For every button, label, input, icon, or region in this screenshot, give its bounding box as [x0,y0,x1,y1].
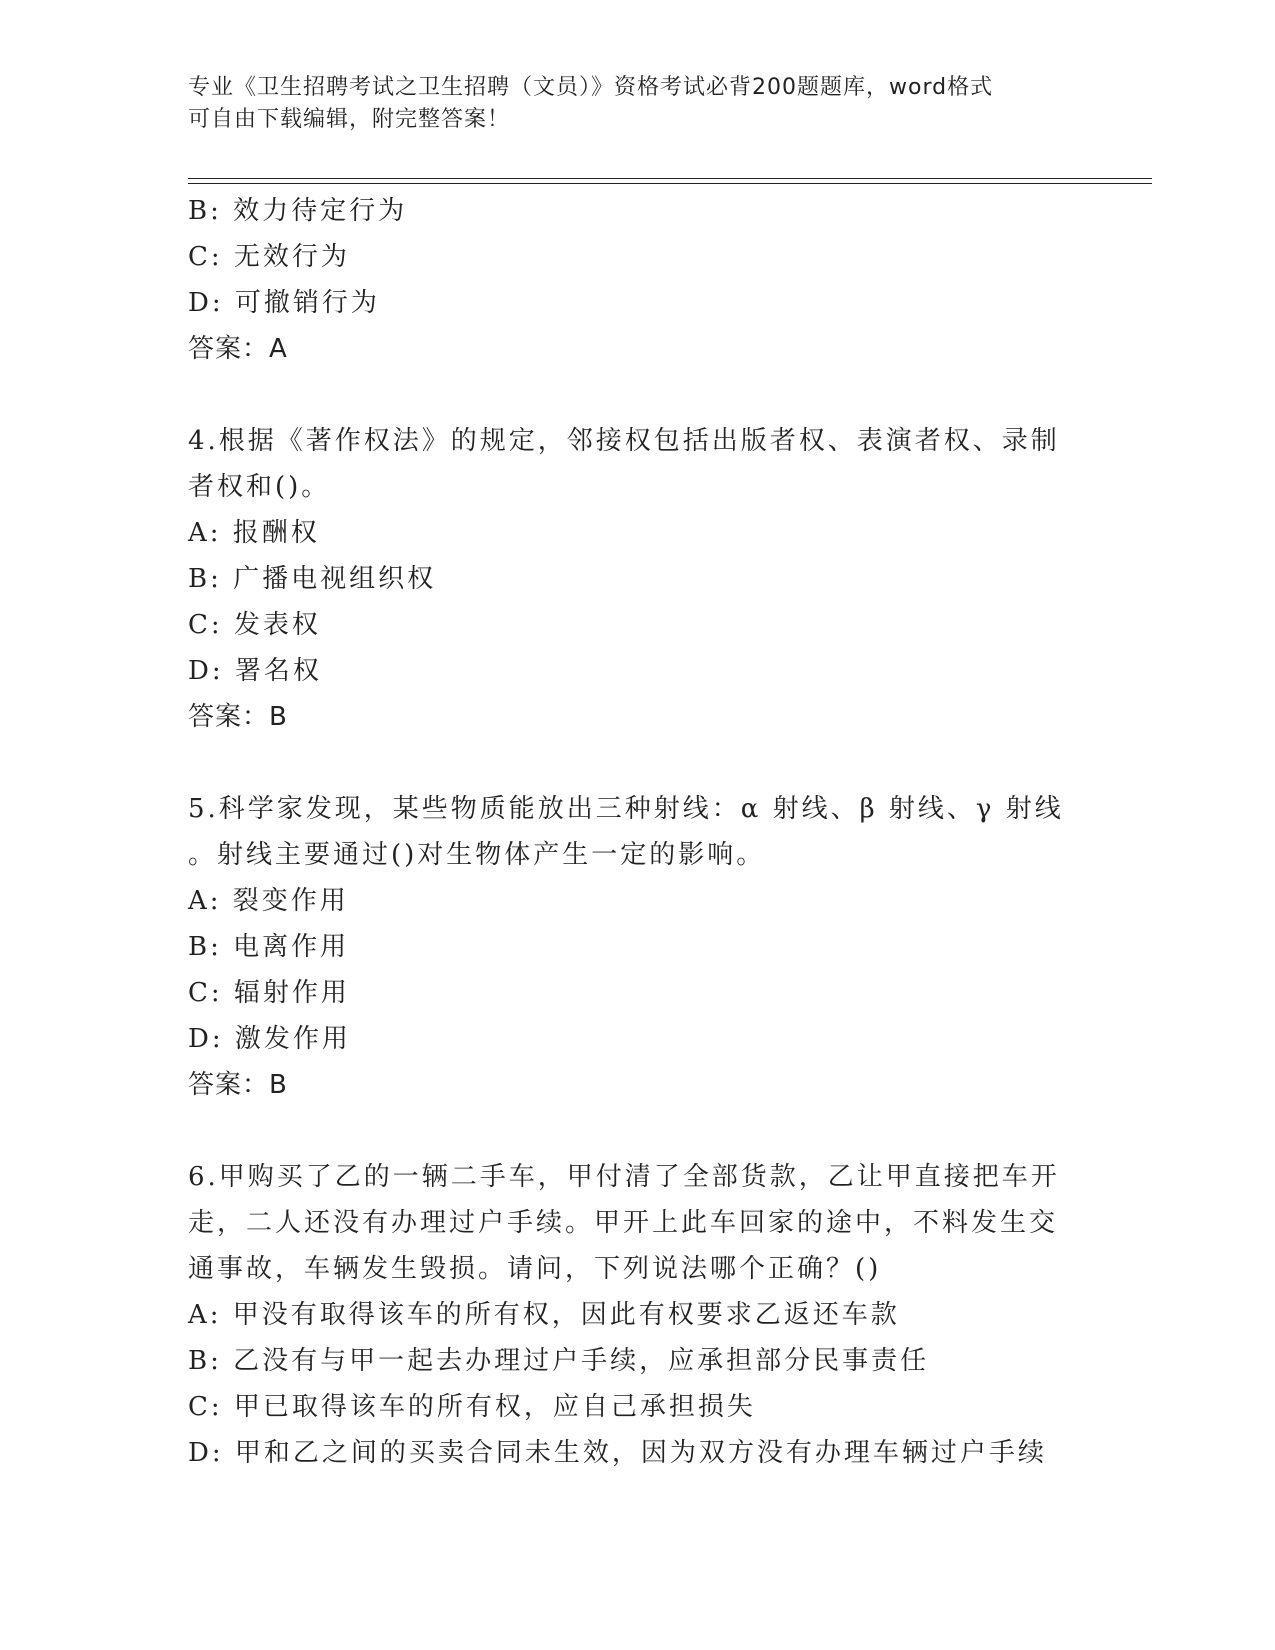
q3-option-b: B: 效力待定行为 [188,196,408,226]
q4-answer: 答案：B [188,702,288,732]
q6-stem-line-2: 走，二人还没有办理过户手续。甲开上此车回家的途中，不料发生交 [188,1208,1059,1238]
question-4 [188,418,1108,740]
q4-stem-line-1: 4.根据《著作权法》的规定，邻接权包括出版者权、表演者权、录制 [188,426,1060,456]
header-line-2: 可自由下载编辑，附完整答案！ [188,107,511,132]
q4-option-a: A: 报酬权 [188,518,320,548]
question-3 [188,188,1108,372]
q5-option-b: B: 电离作用 [188,932,350,962]
q6-option-a: A: 甲没有取得该车的所有权，因此有权要求乙返还车款 [188,1300,900,1330]
q3-answer: 答案：A [188,334,288,364]
q6-option-d: D: 甲和乙之间的买卖合同未生效，因为双方没有办理车辆过户手续 [188,1438,1047,1468]
q6-option-b: B: 乙没有与甲一起去办理过户手续，应承担部分民事责任 [188,1346,930,1376]
header-line-1: 专业《卫生招聘考试之卫生招聘（文员）》资格考试必背200题题库，word格式 [188,75,994,100]
q4-option-d: D: 署名权 [188,656,322,686]
q5-stem-line-1: 5.科学家发现，某些物质能放出三种射线：α 射线、β 射线、γ 射线 [188,794,1064,824]
q5-answer: 答案：B [188,1070,288,1100]
question-5 [188,786,1108,1108]
q3-option-c: C: 无效行为 [188,242,350,272]
document-header [188,72,1088,136]
header-divider-top [188,178,1152,179]
spacer [188,740,1108,786]
header-divider-bottom [188,183,1152,184]
question-6 [188,1154,1108,1476]
q4-option-c: C: 发表权 [188,610,321,640]
q3-option-d: D: 可撤销行为 [188,288,380,318]
q6-stem-line-1: 6.甲购买了乙的一辆二手车，甲付清了全部货款，乙让甲直接把车开 [188,1162,1060,1192]
q4-stem-line-2: 者权和()。 [188,472,331,502]
q5-option-a: A: 裂变作用 [188,886,349,916]
q5-option-d: D: 激发作用 [188,1024,351,1054]
q5-option-c: C: 辐射作用 [188,978,350,1008]
spacer [188,1108,1108,1154]
spacer [188,372,1108,418]
q6-option-c: C: 甲已取得该车的所有权，应自己承担损失 [188,1392,756,1422]
q6-stem-line-3: 通事故，车辆发生毁损。请问，下列说法哪个正确？() [188,1254,882,1284]
q5-stem-line-2: 。射线主要通过()对生物体产生一定的影响。 [188,840,766,870]
q4-option-b: B: 广播电视组织权 [188,564,437,594]
question-content [188,188,1108,1476]
